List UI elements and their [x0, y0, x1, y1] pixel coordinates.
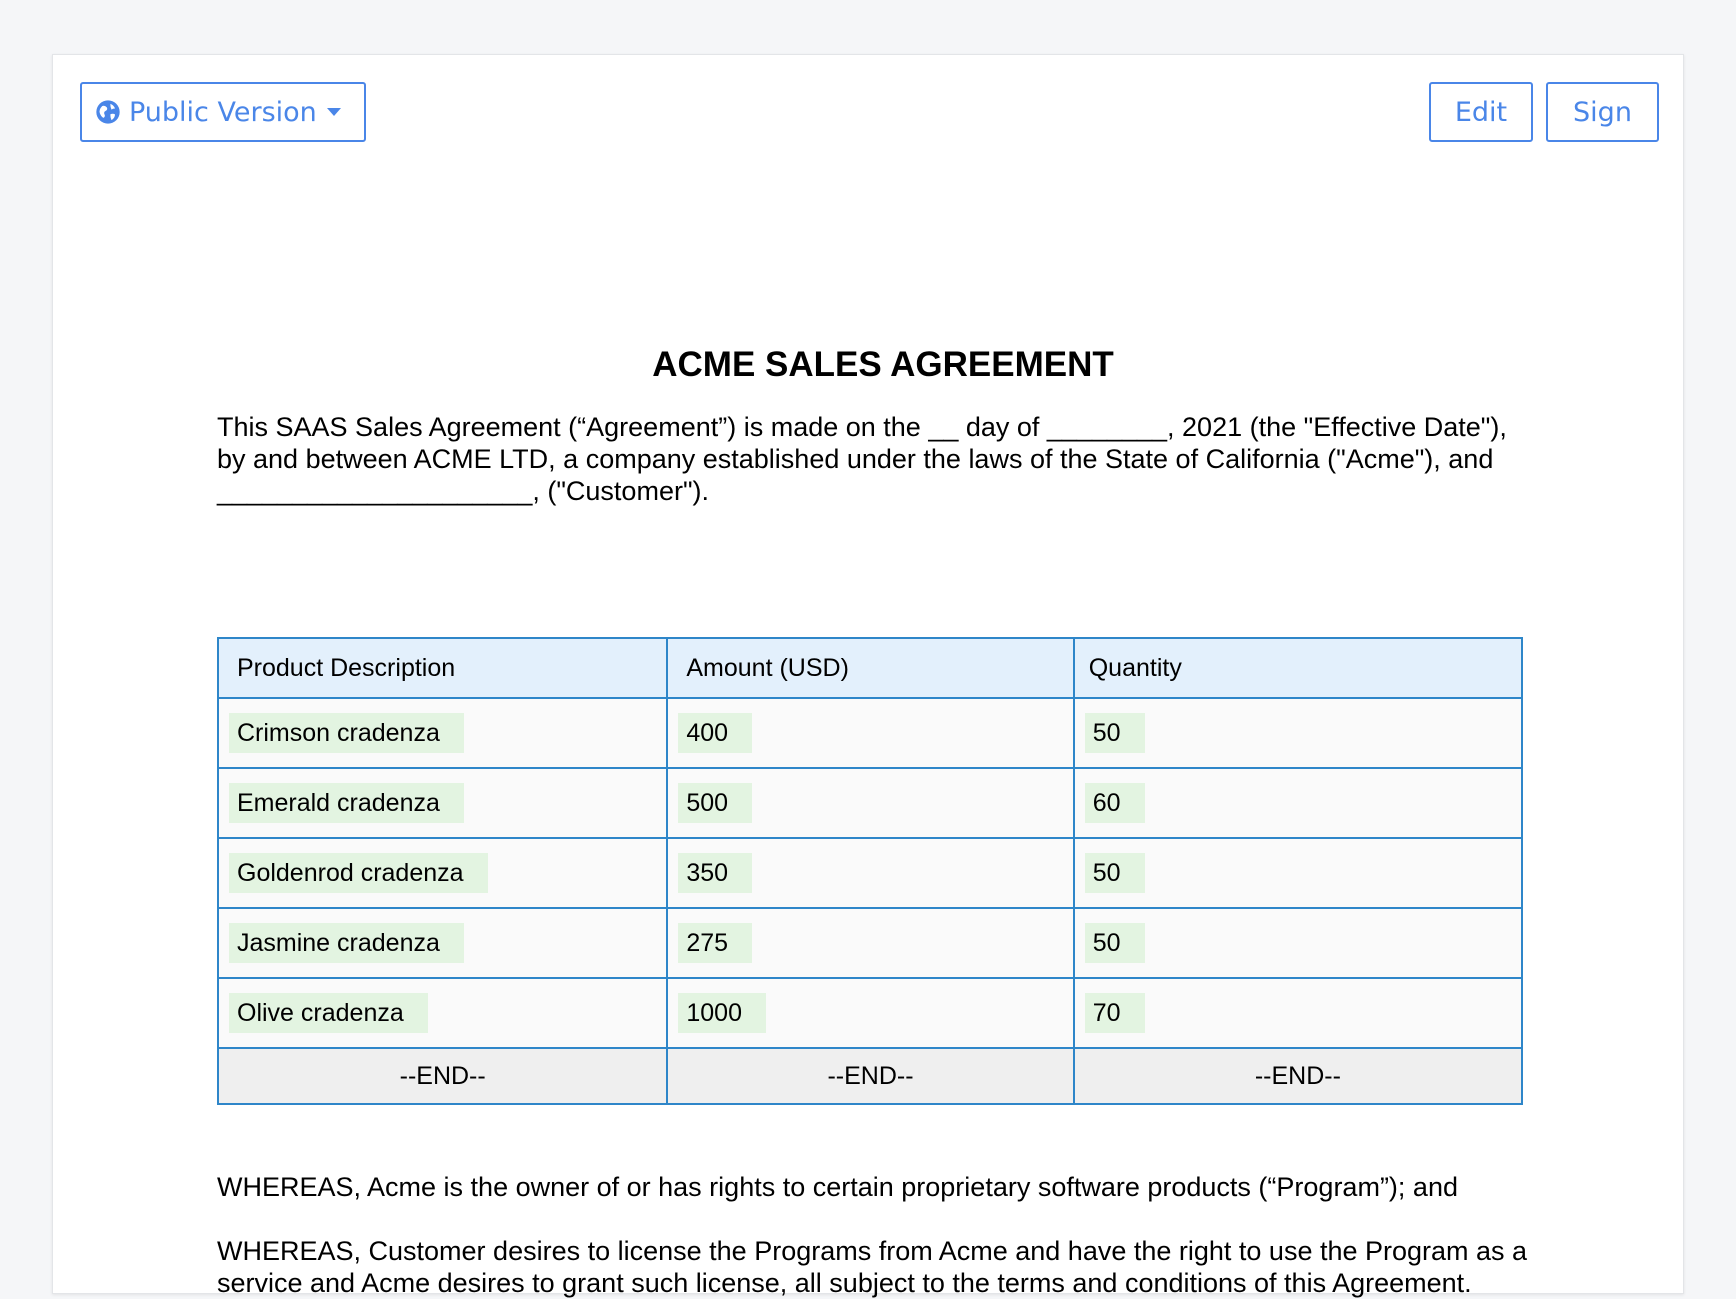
- cell-amount[interactable]: [667, 978, 1073, 1048]
- field-value: Emerald cradenza: [229, 783, 464, 823]
- cell-quantity[interactable]: [1074, 978, 1522, 1048]
- table-header-row: [218, 638, 1522, 698]
- cell-amount[interactable]: [667, 908, 1073, 978]
- globe-icon: [94, 98, 122, 126]
- field-value: 50: [1085, 713, 1145, 753]
- cell-product[interactable]: [218, 768, 667, 838]
- field-value: 70: [1085, 993, 1145, 1033]
- cell-quantity[interactable]: [1074, 768, 1522, 838]
- end-marker: --END--: [1074, 1048, 1522, 1104]
- end-marker: --END--: [667, 1048, 1073, 1104]
- table-end-row: [218, 1048, 1522, 1104]
- field-value: 350: [678, 853, 752, 893]
- field-value: Olive cradenza: [229, 993, 428, 1033]
- field-value: Jasmine cradenza: [229, 923, 464, 963]
- field-value: 50: [1085, 923, 1145, 963]
- product-table: [217, 637, 1523, 1105]
- field-value: Crimson cradenza: [229, 713, 464, 753]
- header-amount: Amount (USD): [667, 638, 1073, 698]
- cell-quantity[interactable]: [1074, 908, 1522, 978]
- field-value: 500: [678, 783, 752, 823]
- cell-amount[interactable]: [667, 698, 1073, 768]
- table-row: [218, 698, 1522, 768]
- document-title: ACME SALES AGREEMENT: [652, 345, 1114, 384]
- field-value: 1000: [678, 993, 766, 1033]
- cell-quantity[interactable]: [1074, 838, 1522, 908]
- version-label: Public Version: [129, 96, 317, 128]
- header-quantity: Quantity: [1074, 638, 1522, 698]
- field-value: Goldenrod cradenza: [229, 853, 488, 893]
- end-marker: --END--: [218, 1048, 667, 1104]
- cell-amount[interactable]: [667, 838, 1073, 908]
- cell-amount[interactable]: [667, 768, 1073, 838]
- intro-paragraph: This SAAS Sales Agreement (“Agreement”) is made on the __ day of ________, 2021 (the "Effective Date"), by and between ACME LTD, a company established under the laws of the State of California ("Acme"), and _____________________, ("Customer").: [217, 412, 1507, 506]
- field-value: 50: [1085, 853, 1145, 893]
- document-sheet: [52, 54, 1684, 1298]
- header-product-description: Product Description: [218, 638, 667, 698]
- cell-product[interactable]: [218, 838, 667, 908]
- edit-button[interactable]: Edit: [1429, 82, 1533, 142]
- field-value: 60: [1085, 783, 1145, 823]
- field-value: 275: [678, 923, 752, 963]
- whereas-clause-1: WHEREAS, Acme is the owner of or has rights to certain proprietary software products (“Program”); and: [217, 1172, 1458, 1202]
- whereas-clause-2: WHEREAS, Customer desires to license the Programs from Acme and have the right to use the Program as a service and Acme desires to grant such license, all subject to the terms and conditions of this Agreement.: [217, 1236, 1528, 1298]
- cell-product[interactable]: [218, 908, 667, 978]
- sign-button[interactable]: Sign: [1546, 82, 1659, 142]
- table-row: [218, 838, 1522, 908]
- table-row: [218, 978, 1522, 1048]
- version-dropdown-button[interactable]: [80, 82, 366, 142]
- field-value: 400: [678, 713, 752, 753]
- table-row: [218, 768, 1522, 838]
- cell-product[interactable]: [218, 698, 667, 768]
- document-body: [217, 345, 1537, 1298]
- cell-product[interactable]: [218, 978, 667, 1048]
- caret-down-icon: [327, 108, 341, 116]
- table-row: [218, 908, 1522, 978]
- cell-quantity[interactable]: [1074, 698, 1522, 768]
